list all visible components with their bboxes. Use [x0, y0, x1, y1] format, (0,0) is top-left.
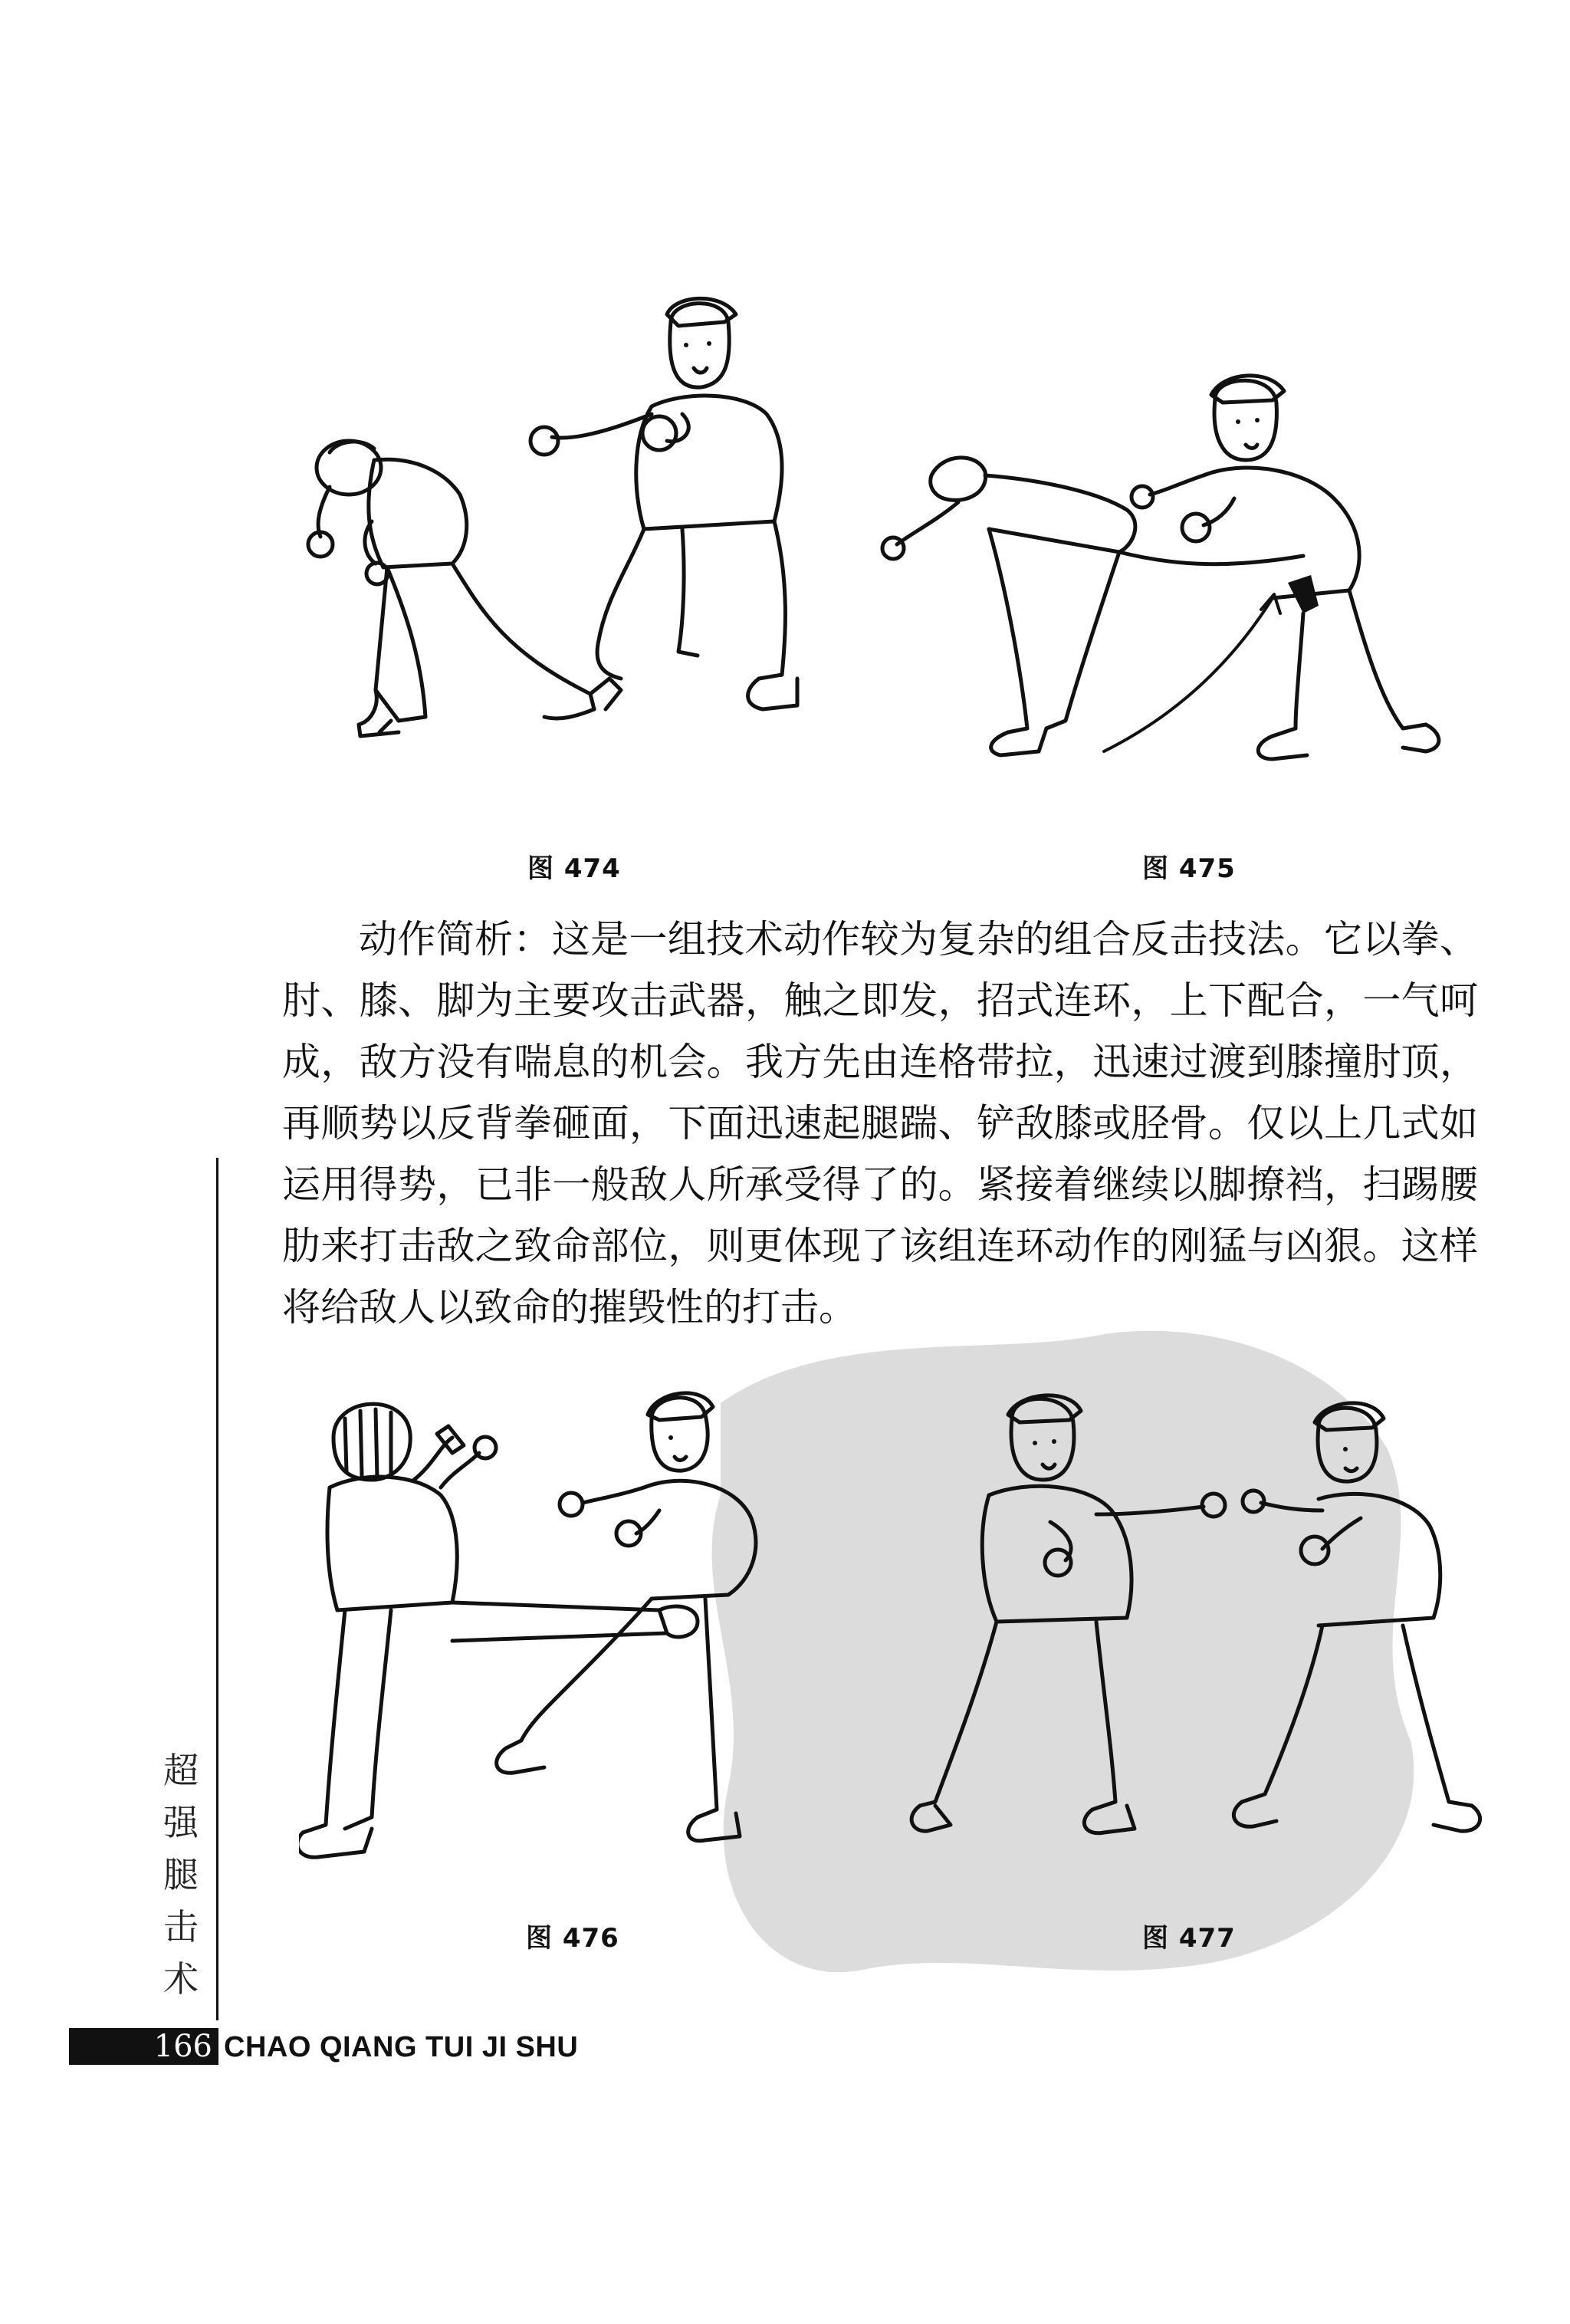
side-title-char: 腿	[163, 1854, 199, 1895]
illustration-figure-476	[299, 1380, 836, 1902]
side-divider-rule	[216, 1158, 218, 2020]
side-title-char: 术	[163, 1958, 199, 2000]
running-head: CHAO QIANG TUI JI SHU	[224, 2031, 579, 2063]
analysis-paragraph: 动作简析：这是一组技术动作较为复杂的组合反击技法。它以拳、肘、膝、脚为主要攻击武器，触之即发，招式连环，上下配合，一气呵成，敌方没有喘息的机会。我方先由连格带拉，迅速过渡到膝撞肘顶，再顺势以反背拳砸面，下面迅速起腿踹、铲敌膝或胫骨。仅以上几式如运用得势，已非一般敌人所承受得了的。紧接着继续以脚撩裆，扫踢腰肋来打击敌之致命部位，则更体现了该组连环动作的刚猛与凶狠。这样将给敌人以致命的摧毁性的打击。	[282, 917, 1478, 1330]
side-title-char: 击	[163, 1906, 199, 1948]
side-book-title	[159, 1744, 202, 2005]
caption-figure-476: 图 476	[526, 1923, 619, 1954]
caption-figure-477: 图 477	[1142, 1923, 1236, 1954]
caption-figure-475: 图 475	[1142, 853, 1236, 884]
body-paragraph-container	[282, 909, 1478, 1338]
caption-figure-474: 图 474	[527, 853, 621, 884]
side-title-char: 超	[163, 1750, 199, 1791]
illustration-figure-475	[874, 368, 1503, 828]
illustration-figure-474	[284, 291, 882, 843]
illustration-figure-477	[905, 1388, 1487, 1909]
page-number: 166	[153, 2029, 212, 2064]
side-title-char: 强	[163, 1802, 199, 1843]
